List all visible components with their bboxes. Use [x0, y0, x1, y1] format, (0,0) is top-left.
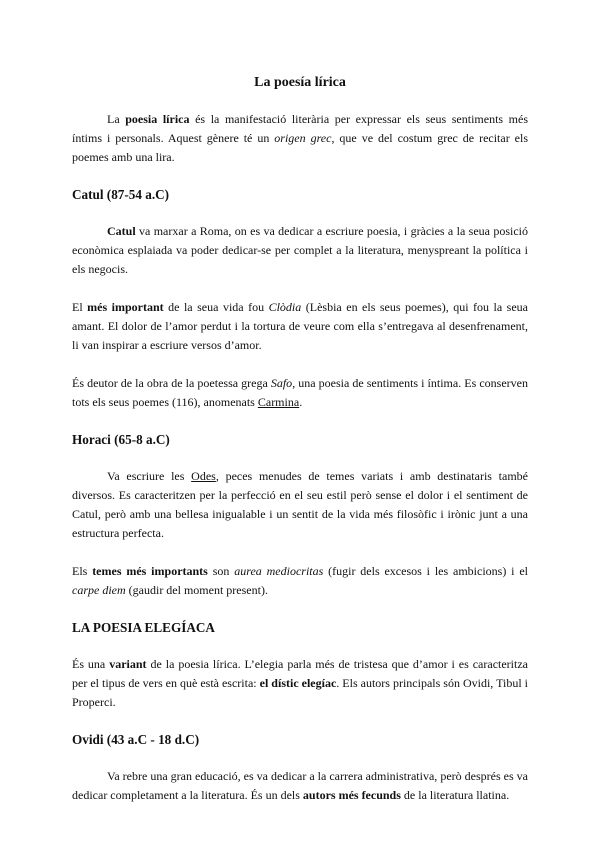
text-run: El [72, 300, 88, 314]
intro-paragraph [72, 110, 528, 167]
italic-term: carpe diem [72, 583, 126, 597]
bold-term: el dístic elegíac [259, 676, 337, 690]
spacer [72, 637, 528, 655]
text-run: (Lèsbia en els seus poemes), qui fou la seua amant. El dolor de l’amor perdut i la tortura de veure com ella s’entregava al desenfrenament, li van inspirar a escriure versos d’amor. [72, 300, 528, 352]
spacer [72, 412, 528, 431]
italic-term: Safo [270, 376, 293, 390]
italic-term: aurea mediocritas [234, 564, 324, 578]
elegiaca-paragraph-1 [72, 655, 528, 712]
text-run: (fugir dels excesos i les ambicions) i el [323, 564, 529, 578]
bold-term: temes més importants [92, 564, 208, 578]
text-run: , peces menudes de temes variats i amb destinataris també diversos. Es caracteritzen per la perfecció en el seu estil però sense el dolor i el sentiment de Catul, però amb una bellesa inigualable i un sentit de la vida més filosòfic i irònic junt a una estructura perfecta. [72, 469, 529, 540]
text-run: . Els autors principals són Ovidi, Tibul i Properci. [72, 676, 529, 709]
spacer [72, 449, 528, 467]
text-run: Els [72, 564, 93, 578]
text-run: , una poesia de sentiments i íntima. Es conserven tots els seus poemes (116), anomenats [72, 376, 528, 409]
spacer [72, 355, 528, 374]
text-run: . [299, 395, 303, 409]
spacer [72, 167, 528, 186]
italic-term: origen grec [274, 131, 332, 145]
text-run: és la manifestació literària per expressar els seus sentiments més íntims i personals. Aquest gènere té un [72, 112, 528, 145]
bold-term: poesia lírica [125, 112, 190, 126]
spacer [72, 543, 528, 562]
catul-paragraph-2 [72, 298, 528, 355]
horaci-paragraph-1 [72, 467, 528, 543]
text-run: La [107, 112, 126, 126]
text-run: Va escriure les [107, 469, 192, 483]
spacer [72, 712, 528, 731]
section-heading-catul: Catul (87-54 a.C) [72, 187, 170, 202]
section-heading-elegiaca: LA POESIA ELEGÍACA [72, 620, 215, 635]
section-heading-horaci: Horaci (65-8 a.C) [72, 432, 170, 447]
ovidi-paragraph-1 [72, 767, 528, 805]
catul-paragraph-3 [72, 374, 528, 412]
spacer [72, 749, 528, 767]
horaci-paragraph-2 [72, 562, 528, 600]
section-heading-ovidi: Ovidi (43 a.C - 18 d.C) [72, 732, 200, 747]
italic-term: Clòdia [268, 300, 302, 314]
bold-term: més important [87, 300, 164, 314]
bold-term: variant [109, 657, 147, 671]
catul-paragraph-1 [72, 222, 528, 279]
underlined-term: Carmina [257, 395, 300, 409]
text-run: , que ve del costum grec de recitar els poemes amb una lira. [72, 131, 528, 164]
text-run: va marxar a Roma, on es va dedicar a escriure poesia, i gràcies a la seua posició econòmica esplaiada va poder dedicar-se per complet a la literatura, menyspreant la política i els negocis. [72, 224, 528, 276]
text-run: de la seua vida fou [163, 300, 269, 314]
text-run: És deutor de la obra de la poetessa grega [72, 376, 271, 390]
document-title: La poesía lírica [254, 75, 346, 90]
text-run: de la literatura llatina. [400, 788, 510, 802]
spacer [72, 92, 528, 110]
text-run: de la poesia lírica. L’elegia parla més de tristesa que d’amor i es caracteritza per el tipus de vers en què està escrita: [72, 657, 528, 690]
bold-term: autors més fecunds [302, 788, 401, 802]
text-run: son [207, 564, 235, 578]
spacer [72, 204, 528, 222]
bold-term: Catul [107, 224, 136, 238]
text-run: Va rebre una gran educació, es va dedicar a la carrera administrativa, però després es va dedicar completament a la literatura. És un dels [72, 769, 528, 802]
text-run: (gaudir del moment present). [125, 583, 268, 597]
text-run: És una [72, 657, 110, 671]
spacer [72, 600, 528, 619]
underlined-term: Odes [191, 469, 216, 483]
spacer [72, 279, 528, 298]
